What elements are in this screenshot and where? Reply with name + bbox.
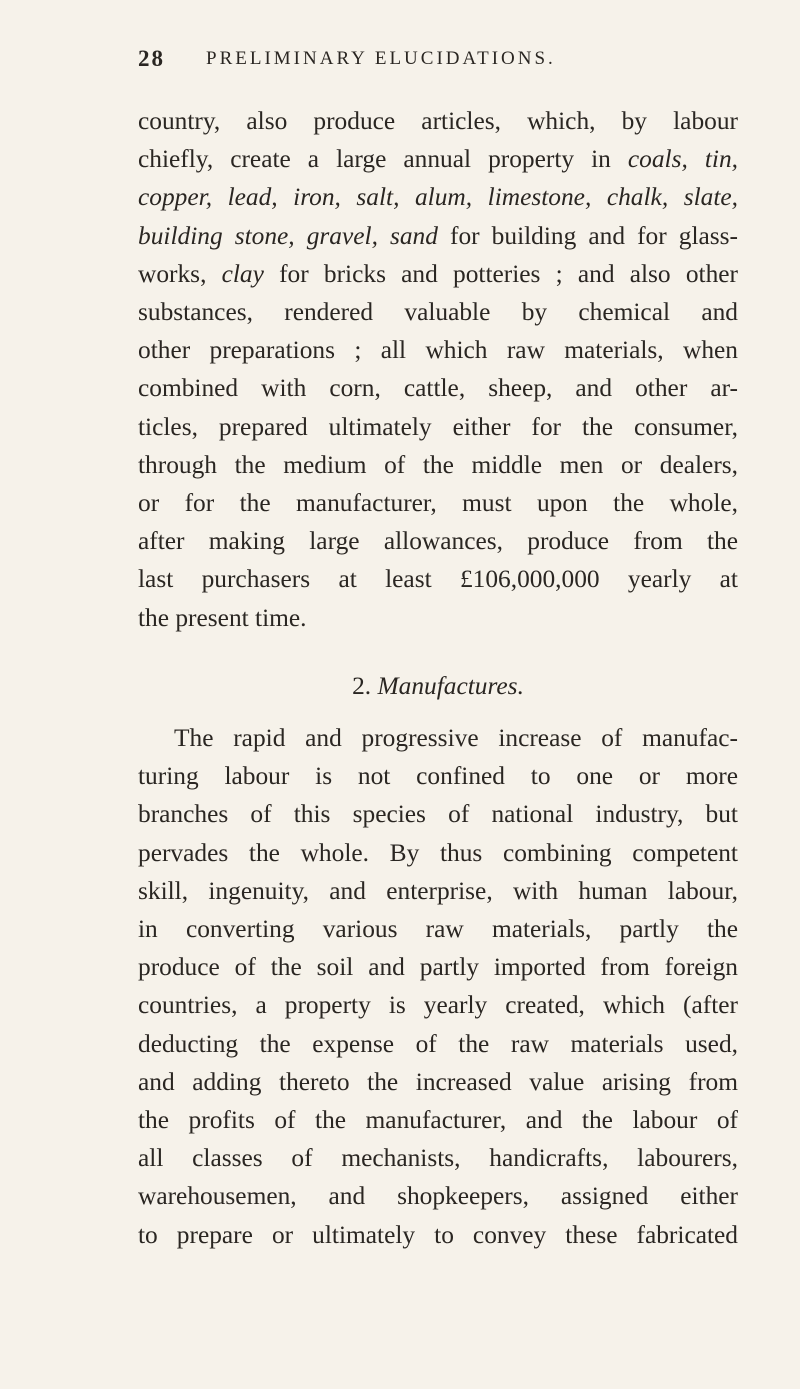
running-head xyxy=(138,46,738,86)
section-heading xyxy=(138,667,738,705)
text-line: other preparations ; all which raw materials, when xyxy=(138,336,738,365)
text-line: to prepare or ultimately to convey these fabricated xyxy=(138,1220,738,1249)
text-line: country, also produce articles, which, by labour xyxy=(138,107,738,135)
text-line: copper, lead, iron, salt, alum, limestone, chalk, slate, xyxy=(138,183,738,212)
text-line: skill, ingenuity, and enterprise, with human labour, xyxy=(138,876,738,905)
section-number: 2. xyxy=(352,671,372,700)
text-line: or for the manufacturer, must upon the whole, xyxy=(138,489,738,518)
text-line: pervades the whole. By thus combining competent xyxy=(138,838,738,867)
section-title: Manufactures. xyxy=(377,671,524,700)
text-line: ticles, prepared ultimately either for the consumer, xyxy=(138,412,738,441)
text-line: building stone, gravel, sand for building and for glass- xyxy=(138,221,738,250)
text-line: warehousemen, and shopkeepers, assigned either xyxy=(138,1182,738,1211)
text-line: chiefly, create a large annual property in coals, tin, xyxy=(138,145,738,174)
text-line: last purchasers at least £106,000,000 yearly at xyxy=(138,565,738,594)
text-line: the present time. xyxy=(138,603,307,632)
text-line: all classes of mechanists, handicrafts, labourers, xyxy=(138,1144,738,1173)
text-line: substances, rendered valuable by chemical and xyxy=(138,298,738,327)
text-line: produce of the soil and partly imported from foreign xyxy=(138,953,738,982)
paragraph-agriculture xyxy=(138,102,738,637)
text-line: combined with corn, cattle, sheep, and other ar- xyxy=(138,374,738,403)
text-line: turing labour is not confined to one or more xyxy=(138,762,738,791)
text-line: in converting various raw materials, partly the xyxy=(138,915,738,944)
text-line: branches of this species of national industry, but xyxy=(138,800,738,829)
text-line: countries, a property is yearly created, which (after xyxy=(138,991,738,1020)
running-title: PRELIMINARY ELUCIDATIONS. xyxy=(206,48,556,69)
body-text xyxy=(138,102,738,1254)
text-line: through the medium of the middle men or dealers, xyxy=(138,450,738,479)
text-line: the profits of the manufacturer, and the labour of xyxy=(138,1106,738,1135)
text-line: The rapid and progressive increase of manufac- xyxy=(174,724,738,753)
text-line: after making large allowances, produce from the xyxy=(138,527,738,556)
paragraph-manufactures xyxy=(138,719,738,1254)
text-line: and adding thereto the increased value arising from xyxy=(138,1067,738,1096)
text-line: deducting the expense of the raw materials used, xyxy=(138,1029,738,1058)
text-line: works, clay for bricks and potteries ; and also other xyxy=(138,259,738,288)
page-number: 28 xyxy=(138,46,165,71)
